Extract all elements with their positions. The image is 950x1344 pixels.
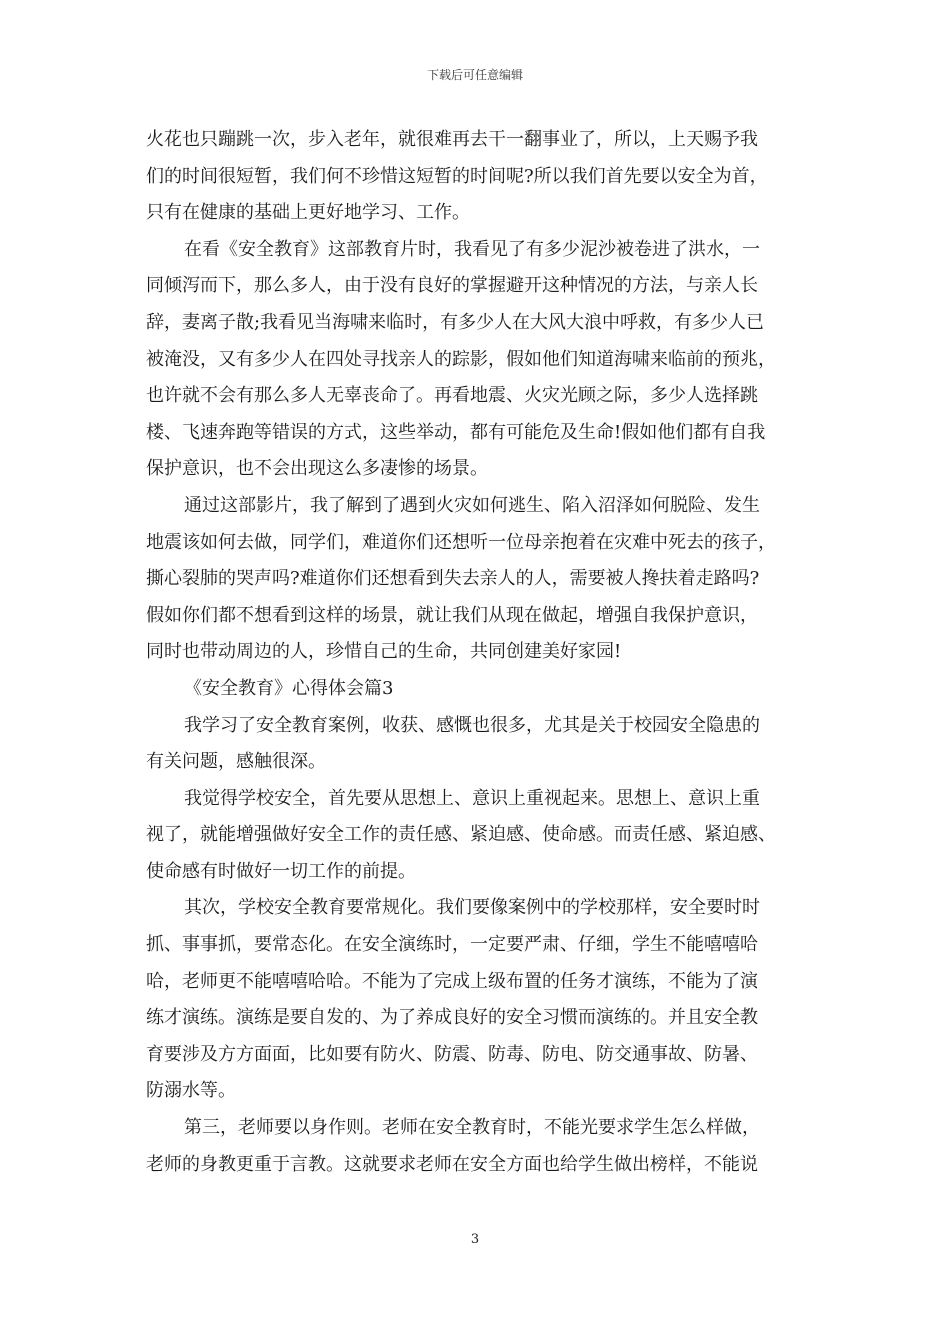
text-line: 火花也只蹦跳一次，步入老年，就很难再去干一翻事业了，所以，上天赐予我	[146, 129, 758, 150]
text-line: 同时也带动周边的人，珍惜自己的生命，共同创建美好家园!	[146, 641, 622, 663]
text-line: 们的时间很短暂，我们何不珍惜这短暂的时间呢?所以我们首先要以安全为首，	[146, 165, 768, 187]
text-line: 育要涉及方方面面，比如要有防火、防震、防毒、防电、防交通事故、防暑、	[146, 1043, 758, 1065]
text-line: 撕心裂肺的哭声吗?难道你们还想看到失去亲人的人，需要被人搀扶着走路吗?	[146, 568, 760, 590]
document-body	[146, 122, 826, 1183]
text-line: 假如你们都不想看到这样的场景，就让我们从现在做起，增强自我保护意识，	[146, 604, 758, 626]
text-line: 我学习了安全教育案例，收获、感慨也很多，尤其是关于校园安全隐患的	[184, 714, 760, 736]
text-line: 保护意识，也不会出现这么多凄惨的场景。	[146, 458, 488, 480]
text-line: 有关问题，感触很深。	[146, 751, 326, 773]
text-line: 第三，老师要以身作则。老师在安全教育时，不能光要求学生怎么样做，	[184, 1117, 760, 1139]
text-line: 被淹没，又有多少人在四处寻找亲人的踪影，假如他们知道海啸来临前的预兆，	[146, 348, 776, 370]
text-line: 视了，就能增强做好安全工作的责任感、紧迫感、使命感。而责任感、紧迫感、	[146, 824, 776, 846]
page-header: 下载后可任意编辑	[426, 68, 523, 82]
text-line: 通过这部影片，我了解到了遇到火灾如何逃生、陷入沼泽如何脱险、发生	[184, 494, 760, 516]
text-line: 地震该如何去做，同学们，难道你们还想听一位母亲抱着在灾难中死去的孩子，	[146, 531, 776, 553]
text-line: 辞，妻离子散;我看见当海啸来临时，有多少人在大风大浪中呼救，有多少人已	[146, 311, 765, 333]
text-line: 我觉得学校安全，首先要从思想上、意识上重视起来。思想上、意识上重	[184, 787, 760, 809]
text-line: 在看《安全教育》这部教育片时，我看见了有多少泥沙被卷进了洪水，一	[184, 238, 760, 260]
text-line: 《安全教育》心得体会篇3	[184, 677, 394, 699]
text-line: 防溺水等。	[146, 1080, 236, 1102]
text-line: 其次，学校安全教育要常规化。我们要像案例中的学校那样，安全要时时	[184, 897, 760, 919]
text-line: 楼、飞速奔跑等错误的方式，这些举动，都有可能危及生命!假如他们都有自我	[146, 421, 766, 443]
text-line: 使命感有时做好一切工作的前提。	[146, 860, 416, 882]
text-line: 哈，老师更不能嘻嘻哈哈。不能为了完成上级布置的任务才演练，不能为了演	[146, 970, 758, 992]
text-line: 练才演练。演练是要自发的、为了养成良好的安全习惯而演练的。并且安全教	[146, 1007, 758, 1029]
page-number: 3	[470, 1232, 480, 1247]
text-line: 老师的身教更重于言教。这就要求老师在安全方面也给学生做出榜样，不能说	[146, 1153, 758, 1175]
text-line: 也许就不会有那么多人无辜丧命了。再看地震、火灾光顾之际，多少人选择跳	[146, 385, 758, 407]
text-line: 抓、事事抓，要常态化。在安全演练时，一定要严肃、仔细，学生不能嘻嘻哈	[146, 934, 758, 956]
text-line: 同倾泻而下，那么多人，由于没有良好的掌握避开这种情况的方法，与亲人长	[146, 275, 758, 297]
text-line: 只有在健康的基础上更好地学习、工作。	[146, 202, 470, 224]
